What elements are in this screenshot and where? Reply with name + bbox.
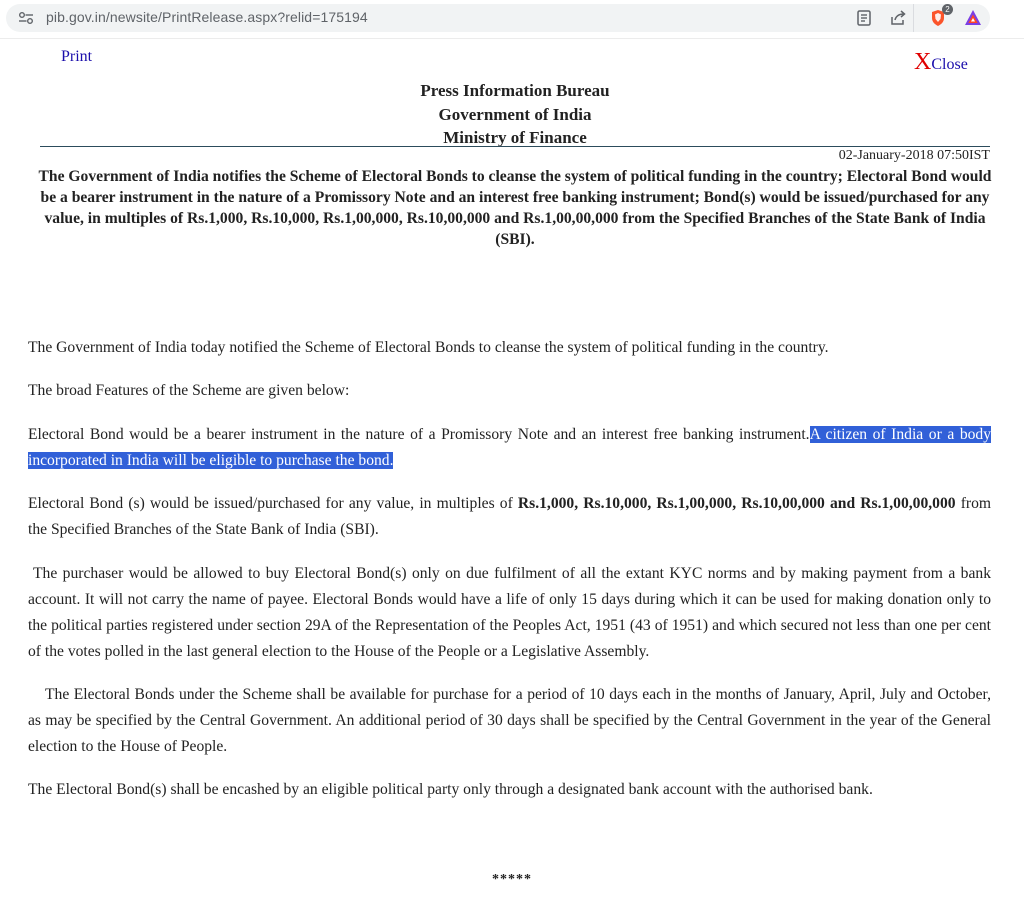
paragraph-purchaser: The purchaser would be allowed to buy Electoral Bond(s) only on due fulfilment of all the extant KYC norms and by making payment from a bank account. It will not carry the name of payee. Electoral Bonds would have a life of only 15 days during which it can be used for making donation only to the political parties registered under section 29A of the Representation of the Peoples Act, 1951 (43 of 1951) and which secured not less than one per cent of the votes polled in the last general election to the House of the People or a Legislative Assembly. [28,565,991,660]
ministry-name: Ministry of Finance [443,128,587,147]
print-link[interactable]: Print [61,48,93,65]
toolbar-divider [913,4,914,32]
shields-count-badge: 2 [942,4,953,15]
close-label: Close [931,56,968,73]
paragraph-encashment: The Electoral Bond(s) shall be encashed by an eligible political party only through a designated bank account with the authorised bank. [28,781,873,798]
paragraph-availability: The Electoral Bonds under the Scheme shall be available for purchase for a period of 10 days each in the months of January, April, July and October, as may be specified by the Central Government. An additional period of 30 days shall be specified by the Central Government in the year of the General election to the House of People. [28,686,991,755]
url-text[interactable]: pib.gov.in/newsite/PrintRelease.aspx?relid=175194 [46,9,368,25]
selected-text: A citizen of India or a body incorporated in India will be eligible to purchase the bond. [28,426,992,469]
close-button[interactable] [914,50,968,74]
paragraph-denominations [28,491,991,543]
paragraph-text: Electoral Bond would be a bearer instrument in the nature of a Promissory Note and an interest free banking instrument. [28,426,810,443]
paragraph-intro: The Government of India today notified the Scheme of Electoral Bonds to cleanse the system of political funding in the country. [28,339,829,356]
close-icon: X [914,49,932,75]
site-settings-icon[interactable] [18,11,34,25]
reader-mode-icon[interactable] [854,8,874,28]
browser-address-bar [0,0,1024,39]
government-name: Government of India [438,104,592,124]
paragraph-text: Electoral Bond (s) would be issued/purchased for any value, in multiples of [28,495,518,512]
org-name: Press Information Bureau [420,81,610,100]
release-datetime: 02-January-2018 07:50IST [838,148,990,163]
paragraph-bearer-instrument [28,422,991,474]
paragraph-text: from the Specified Branches of the State Bank of India (SBI). [28,495,992,538]
brave-rewards-icon[interactable] [963,8,983,28]
paragraph-features-intro: The broad Features of the Scheme are given below: [28,382,350,399]
share-icon[interactable] [888,8,908,28]
release-headline: The Government of India notifies the Scheme of Electoral Bonds to cleanse the system of political funding in the country; Electoral Bond would be a bearer instrument in the nature of a Promissory Note and an interest free banking instrument; Bond(s) would be issued/purchased for any value, in multiples of Rs.1,000, Rs.10,000, Rs.1,00,000, Rs.10,00,000 and Rs.1,00,00,000 from the Specified Branches of the State Bank of India (SBI). [38,168,992,248]
header-divider [40,146,990,147]
press-header [40,79,990,150]
denominations-bold: Rs.1,000, Rs.10,000, Rs.1,00,000, Rs.10,00,000 and Rs.1,00,00,000 [517,495,956,512]
end-marker: ***** [492,872,532,887]
